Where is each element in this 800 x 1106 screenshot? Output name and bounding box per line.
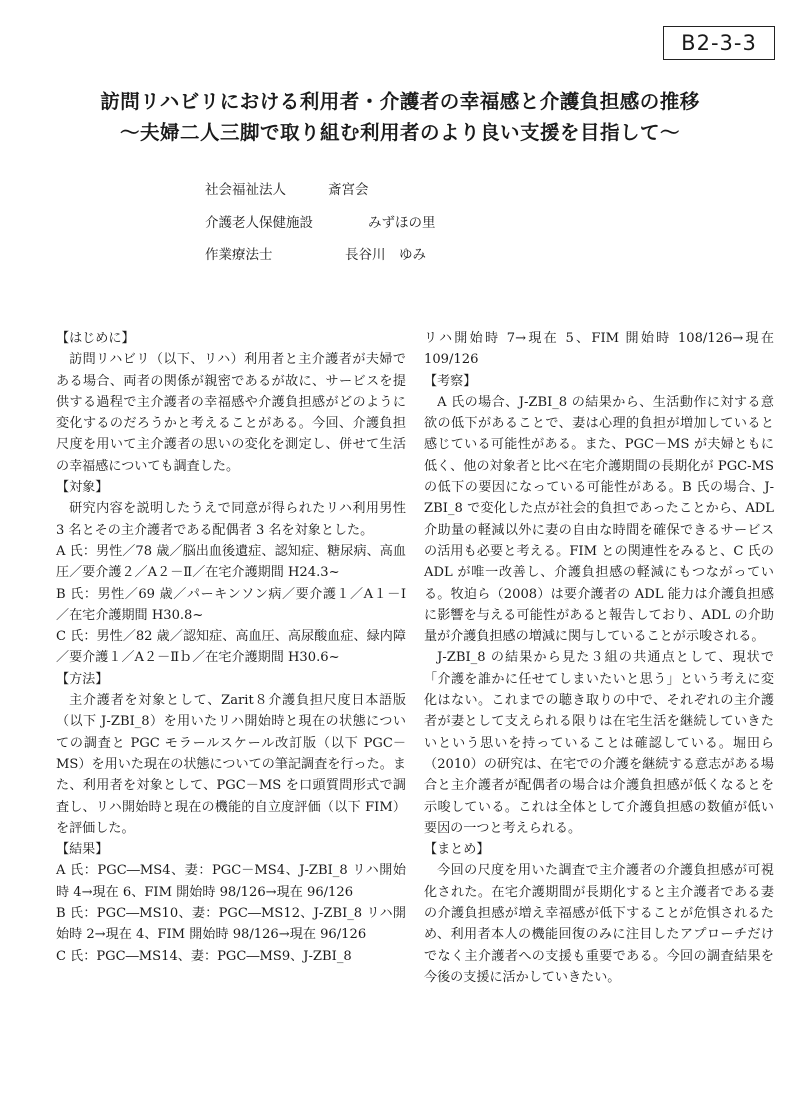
section-heading-summary: 【まとめ】 (424, 842, 490, 858)
intro-paragraph: 訪問リハビリ（以下、リハ）利用者と主介護者が夫婦である場合、両者の関係が親密であるが故に、サービスを提供する過程で主介護者の幸福感や介護負担感がどのように変化するのだろうかと考えることがある。今回、介護負担尺度を用いて主介護者の思いの変化を測定し、併せて生活の幸福感についても調査した。 (56, 352, 406, 474)
affiliation-name: みずほの里 (368, 215, 436, 231)
summary-paragraph: 今回の尺度を用いた調査で主介護者の介護負担感が可視化された。在宅介護期間が長期化すると主介護者である妻の介護負担感が増え幸福感が低下することが危惧されるため、利用者本人の機能回復のみに注目したアプローチだけでなく主介護者への支援も重要である。今回の調査結果を今後の支援に活かしていきたい。 (424, 863, 774, 985)
section-heading-method: 【方法】 (56, 671, 109, 687)
paper-subtitle: 〜夫婦二人三脚で取り組む利用者のより良い支援を目指して〜 (119, 121, 680, 144)
section-heading-intro: 【はじめに】 (56, 331, 135, 346)
right-column (424, 328, 774, 988)
document-code: B2-3-3 (663, 26, 775, 60)
paper-title: 訪問リハビリにおける利用者・介護者の幸福感と介護負担感の推移 (100, 90, 700, 113)
section-heading-subject: 【対象】 (56, 480, 109, 496)
author-name: 長谷川 ゆみ (345, 247, 426, 263)
affiliation-org: 介護老人保健施設 (205, 215, 313, 231)
affiliation-org: 作業療法士 (205, 247, 273, 263)
case-b: B 氏：男性／69 歳／パーキンソン病／要介護１／A１－Ⅰ／在宅介護期間 H30.8~ (56, 586, 406, 623)
discussion-paragraph-2: J-ZBI_8 の結果から見た３組の共通点として、現状で「介護を誰かに任せてしまいたいと思う」という考えに変化はない。これまでの聴き取りの中で、それぞれの主介護者が妻として支えられる限りは在宅生活を継続していきたいという思いを持っていることは確認している。堀田ら（2010）の研究は、在宅での介護を継続する意志がある場合と主介護者が配偶者の場合は介護負担感が低くなるとを示唆している。これは全体として介護負担感の数値が低い要因の一つと考えられる。 (424, 650, 774, 836)
subject-paragraph: 研究内容を説明したうえで同意が得られたリハ利用男性 3 名とその主介護者である配偶者 3 名を対象とした。 (56, 501, 406, 538)
section-heading-discussion: 【考察】 (424, 373, 477, 389)
method-paragraph: 主介護者を対象として、Zarit８介護負担尺度日本語版（以下 J-ZBI_8）を用いたリハ開始時と現在の状態についての調査と PGC モラールスケール改訂版（以下 PGC－MS）を用いた現在の状態についての筆記調査を行った。また、利用者を対象として、PGC－MS を口頭質問形式で調査し、リハ開始時と現在の機能的自立度評価（以下 FIM）を評価した。 (56, 693, 406, 836)
discussion-paragraph-1: A 氏の場合、J-ZBI_8 の結果から、生活動作に対する意欲の低下があることで、妻は心理的負担が増加していると感じている可能性がある。また、PGC－MS が夫婦ともに低く、他の対象者と比べ在宅介護期間の長期化が PGC-MS の低下の要因になっている可能性がある。B 氏の場合、J-ZBI_8 で変化した点が社会的負担であったことから、ADL 介助量の軽減以外に妻の自由な時間を確保できるサービスの活用も必要と考える。FIM との関連性をみると、C 氏の ADL が唯一改善し、介護負担感の軽減にもつながっている。牧迫ら（2008）は要介護者の ADL 能力は介護負担感に影響を与える可能性があると報告しており、ADL の介助量が介護負担感の増減に関与していることが示唆される。 (424, 394, 774, 645)
case-a: A 氏：男性／78 歳／脳出血後遺症、認知症、糖尿病、高血圧／要介護２／A２－Ⅱ／在宅介護期間 H24.3~ (56, 543, 406, 581)
result-c: C 氏：PGC―MS14、妻：PGC―MS9、J-ZBI_8 (56, 948, 352, 964)
affiliation-1 (205, 178, 369, 198)
affiliation-org: 社会福祉法人 (205, 182, 286, 198)
case-c: C 氏：男性／82 歳／認知症、高血圧、高尿酸血症、緑内障／要介護１／A２－Ⅱｂ／在宅介護期間 H30.6~ (56, 629, 406, 666)
result-a: A 氏：PGC―MS4、妻：PGC－MS4、J-ZBI_8 リハ開始時 4→現在 6、FIM 開始時 98/126→現在 96/126 (56, 863, 406, 900)
result-c-continued: リハ開始時 7→現在 5、FIM 開始時 108/126→現在 109/126 (424, 331, 774, 368)
affiliation-name: 斎宮会 (328, 182, 369, 198)
affiliation-2 (205, 211, 436, 231)
affiliation-3 (205, 243, 426, 263)
section-heading-result: 【結果】 (56, 842, 109, 858)
result-b: B 氏：PGC―MS10、妻：PGC―MS12、J-ZBI_8 リハ開始時 2→現在 4、FIM 開始時 98/126→現在 96/126 (56, 906, 406, 943)
left-column (56, 328, 406, 967)
